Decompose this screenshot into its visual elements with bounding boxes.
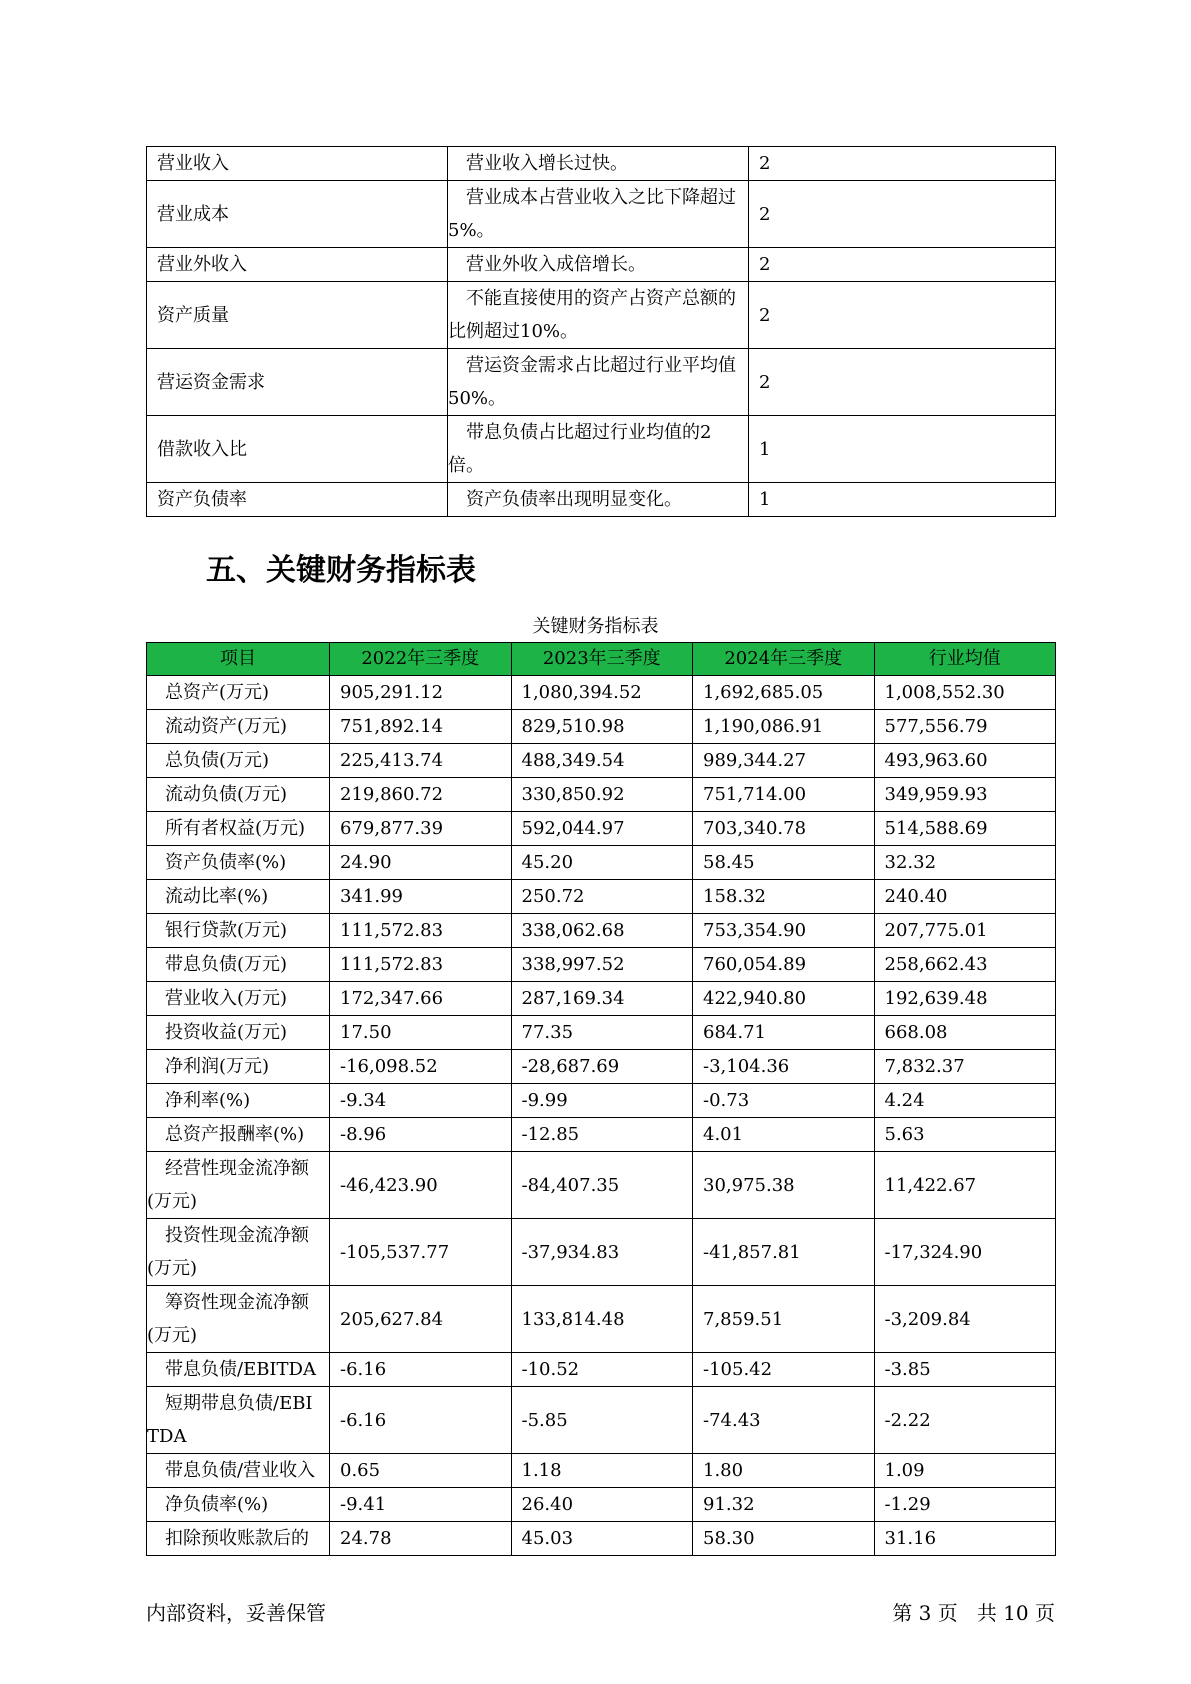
table-row xyxy=(147,812,1056,846)
indicator-desc: 资产负债率出现明显变化。 xyxy=(448,483,749,517)
table-cell: 250.72 xyxy=(511,880,693,914)
table-cell: 1,008,552.30 xyxy=(874,676,1056,710)
indicator-name: 营业成本 xyxy=(147,181,448,248)
indicator-score: 1 xyxy=(749,483,1056,517)
table-cell: 4.01 xyxy=(693,1118,875,1152)
table-row xyxy=(147,778,1056,812)
table-cell: -6.16 xyxy=(330,1353,512,1387)
table-cell: 488,349.54 xyxy=(511,744,693,778)
table-cell: -3,104.36 xyxy=(693,1050,875,1084)
table-row xyxy=(147,1488,1056,1522)
indicator-name: 营业外收入 xyxy=(147,248,448,282)
table-cell: 45.20 xyxy=(511,846,693,880)
table-cell: 493,963.60 xyxy=(874,744,1056,778)
table-row xyxy=(147,948,1056,982)
table-cell: 668.08 xyxy=(874,1016,1056,1050)
footer-confidential-note: 内部资料，妥善保管 xyxy=(146,1601,326,1625)
table-cell: -41,857.81 xyxy=(693,1219,875,1286)
footer-page-number: 第 3 页 共 10 页 xyxy=(892,1601,1055,1625)
table-cell: 592,044.97 xyxy=(511,812,693,846)
table-cell: 7,859.51 xyxy=(693,1286,875,1353)
row-label: 短期带息负债/EBITDA xyxy=(147,1387,330,1454)
table-cell: -16,098.52 xyxy=(330,1050,512,1084)
table-cell: 111,572.83 xyxy=(330,948,512,982)
indicator-desc: 营业收入增长过快。 xyxy=(448,147,749,181)
table-cell: 30,975.38 xyxy=(693,1152,875,1219)
table-cell: 225,413.74 xyxy=(330,744,512,778)
table-cell: -105,537.77 xyxy=(330,1219,512,1286)
table-cell: -9.41 xyxy=(330,1488,512,1522)
table-cell: 192,639.48 xyxy=(874,982,1056,1016)
table-cell: 760,054.89 xyxy=(693,948,875,982)
table-row xyxy=(147,744,1056,778)
table-cell: 751,892.14 xyxy=(330,710,512,744)
table-cell: 514,588.69 xyxy=(874,812,1056,846)
table-cell: 24.90 xyxy=(330,846,512,880)
table-cell: 1.09 xyxy=(874,1454,1056,1488)
table-cell: -17,324.90 xyxy=(874,1219,1056,1286)
indicator-desc: 营业成本占营业收入之比下降超过5%。 xyxy=(448,181,749,248)
table-cell: 11,422.67 xyxy=(874,1152,1056,1219)
table-cell: 258,662.43 xyxy=(874,948,1056,982)
indicator-name: 借款收入比 xyxy=(147,416,448,483)
column-header: 行业均值 xyxy=(874,643,1056,676)
table-cell: 5.63 xyxy=(874,1118,1056,1152)
table-row xyxy=(147,676,1056,710)
table-cell: 684.71 xyxy=(693,1016,875,1050)
row-label: 总资产(万元) xyxy=(147,676,330,710)
table-cell: -105.42 xyxy=(693,1353,875,1387)
table-cell: 58.45 xyxy=(693,846,875,880)
table-cell: 1,080,394.52 xyxy=(511,676,693,710)
table-cell: 577,556.79 xyxy=(874,710,1056,744)
table-cell: 330,850.92 xyxy=(511,778,693,812)
column-header: 2023年三季度 xyxy=(511,643,693,676)
table-row xyxy=(147,1522,1056,1556)
table-cell: -3,209.84 xyxy=(874,1286,1056,1353)
table-cell: 349,959.93 xyxy=(874,778,1056,812)
table-cell: 240.40 xyxy=(874,880,1056,914)
indicator-score: 1 xyxy=(749,416,1056,483)
table-row xyxy=(147,846,1056,880)
column-header: 2024年三季度 xyxy=(693,643,875,676)
table-cell: 1,692,685.05 xyxy=(693,676,875,710)
row-label: 净利率(%) xyxy=(147,1084,330,1118)
table-cell: 111,572.83 xyxy=(330,914,512,948)
table-cell: 341.99 xyxy=(330,880,512,914)
table-cell: 829,510.98 xyxy=(511,710,693,744)
indicator-score: 2 xyxy=(749,349,1056,416)
table-row xyxy=(147,483,1056,517)
table-cell: 207,775.01 xyxy=(874,914,1056,948)
table-cell: 751,714.00 xyxy=(693,778,875,812)
table-cell: 31.16 xyxy=(874,1522,1056,1556)
row-label: 经营性现金流净额(万元) xyxy=(147,1152,330,1219)
table-cell: -6.16 xyxy=(330,1387,512,1454)
table-row xyxy=(147,982,1056,1016)
table-row xyxy=(147,416,1056,483)
table-caption: 关键财务指标表 xyxy=(532,616,659,637)
table-cell: 905,291.12 xyxy=(330,676,512,710)
row-label: 投资性现金流净额(万元) xyxy=(147,1219,330,1286)
table-cell: 205,627.84 xyxy=(330,1286,512,1353)
table-cell: 1.18 xyxy=(511,1454,693,1488)
table-cell: -0.73 xyxy=(693,1084,875,1118)
table-cell: 24.78 xyxy=(330,1522,512,1556)
column-header: 项目 xyxy=(147,643,330,676)
table-row xyxy=(147,282,1056,349)
indicator-score: 2 xyxy=(749,248,1056,282)
row-label: 所有者权益(万元) xyxy=(147,812,330,846)
table-cell: -9.34 xyxy=(330,1084,512,1118)
table-cell: -37,934.83 xyxy=(511,1219,693,1286)
row-label: 资产负债率(%) xyxy=(147,846,330,880)
indicator-name: 营业收入 xyxy=(147,147,448,181)
table-cell: 91.32 xyxy=(693,1488,875,1522)
table-cell: 679,877.39 xyxy=(330,812,512,846)
table-cell: 0.65 xyxy=(330,1454,512,1488)
table-cell: 77.35 xyxy=(511,1016,693,1050)
table-row xyxy=(147,1353,1056,1387)
row-label: 筹资性现金流净额(万元) xyxy=(147,1286,330,1353)
row-label: 带息负债/营业收入 xyxy=(147,1454,330,1488)
table-row xyxy=(147,880,1056,914)
indicator-score: 2 xyxy=(749,282,1056,349)
table-cell: 17.50 xyxy=(330,1016,512,1050)
table-row xyxy=(147,1118,1056,1152)
row-label: 流动负债(万元) xyxy=(147,778,330,812)
table-cell: -84,407.35 xyxy=(511,1152,693,1219)
table-cell: -12.85 xyxy=(511,1118,693,1152)
table-cell: 4.24 xyxy=(874,1084,1056,1118)
table-cell: 58.30 xyxy=(693,1522,875,1556)
indicator-score: 2 xyxy=(749,147,1056,181)
table-cell: -3.85 xyxy=(874,1353,1056,1387)
row-label: 流动资产(万元) xyxy=(147,710,330,744)
row-label: 总资产报酬率(%) xyxy=(147,1118,330,1152)
table-cell: 158.32 xyxy=(693,880,875,914)
indicator-score: 2 xyxy=(749,181,1056,248)
table-cell: 703,340.78 xyxy=(693,812,875,846)
table-cell: 753,354.90 xyxy=(693,914,875,948)
indicator-name: 资产负债率 xyxy=(147,483,448,517)
row-label: 总负债(万元) xyxy=(147,744,330,778)
table-cell: 32.32 xyxy=(874,846,1056,880)
table-row xyxy=(147,147,1056,181)
indicator-desc: 营业外收入成倍增长。 xyxy=(448,248,749,282)
table-row xyxy=(147,1286,1056,1353)
row-label: 银行贷款(万元) xyxy=(147,914,330,948)
table-header-row xyxy=(147,643,1056,676)
table-cell: -28,687.69 xyxy=(511,1050,693,1084)
table-cell: -46,423.90 xyxy=(330,1152,512,1219)
table-row xyxy=(147,1454,1056,1488)
indicator-name: 资产质量 xyxy=(147,282,448,349)
table-cell: 133,814.48 xyxy=(511,1286,693,1353)
table-row xyxy=(147,349,1056,416)
table-row xyxy=(147,1219,1056,1286)
row-label: 带息负债(万元) xyxy=(147,948,330,982)
table-cell: 338,062.68 xyxy=(511,914,693,948)
table-row xyxy=(147,248,1056,282)
risk-indicator-table xyxy=(146,146,1056,517)
table-row xyxy=(147,1050,1056,1084)
table-cell: -2.22 xyxy=(874,1387,1056,1454)
row-label: 净利润(万元) xyxy=(147,1050,330,1084)
column-header: 2022年三季度 xyxy=(330,643,512,676)
section-heading: 五、关键财务指标表 xyxy=(206,553,476,588)
table-row xyxy=(147,181,1056,248)
table-cell: 287,169.34 xyxy=(511,982,693,1016)
table-cell: 1.80 xyxy=(693,1454,875,1488)
table-cell: 26.40 xyxy=(511,1488,693,1522)
table-row xyxy=(147,1387,1056,1454)
table-cell: -74.43 xyxy=(693,1387,875,1454)
row-label: 净负债率(%) xyxy=(147,1488,330,1522)
row-label: 流动比率(%) xyxy=(147,880,330,914)
financial-indicator-table xyxy=(146,642,1056,1556)
table-cell: 1,190,086.91 xyxy=(693,710,875,744)
indicator-desc: 营运资金需求占比超过行业平均值50%。 xyxy=(448,349,749,416)
table-cell: 45.03 xyxy=(511,1522,693,1556)
table-row xyxy=(147,1016,1056,1050)
table-cell: -10.52 xyxy=(511,1353,693,1387)
table-cell: 338,997.52 xyxy=(511,948,693,982)
row-label: 营业收入(万元) xyxy=(147,982,330,1016)
table-row xyxy=(147,1084,1056,1118)
row-label: 扣除预收账款后的 xyxy=(147,1522,330,1556)
table-row xyxy=(147,710,1056,744)
row-label: 带息负债/EBITDA xyxy=(147,1353,330,1387)
table-row xyxy=(147,1152,1056,1219)
indicator-name: 营运资金需求 xyxy=(147,349,448,416)
table-cell: 422,940.80 xyxy=(693,982,875,1016)
indicator-desc: 不能直接使用的资产占资产总额的比例超过10%。 xyxy=(448,282,749,349)
row-label: 投资收益(万元) xyxy=(147,1016,330,1050)
table-cell: -1.29 xyxy=(874,1488,1056,1522)
table-cell: 7,832.37 xyxy=(874,1050,1056,1084)
indicator-desc: 带息负债占比超过行业均值的2倍。 xyxy=(448,416,749,483)
table-cell: -8.96 xyxy=(330,1118,512,1152)
table-cell: 989,344.27 xyxy=(693,744,875,778)
table-cell: -9.99 xyxy=(511,1084,693,1118)
table-cell: 219,860.72 xyxy=(330,778,512,812)
table-cell: 172,347.66 xyxy=(330,982,512,1016)
table-cell: -5.85 xyxy=(511,1387,693,1454)
table-row xyxy=(147,914,1056,948)
